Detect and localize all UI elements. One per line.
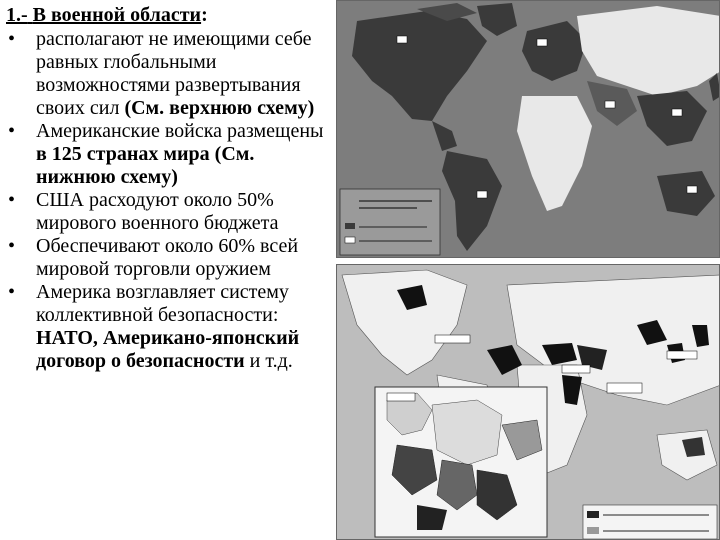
bullet-text: Американские войска размещены	[36, 120, 324, 142]
top-map-graphic	[337, 1, 720, 258]
bullet-list	[6, 28, 332, 373]
bullet-text: располагают не имеющими себе равных глобальными возможностями развертывания своих сил	[36, 28, 312, 119]
bullet-item	[6, 235, 332, 281]
bullet-dot: •	[8, 235, 16, 257]
bottom-map-graphic	[337, 265, 720, 540]
bullet-text: (См. верхнюю схему)	[124, 97, 315, 119]
bullet-dot: •	[8, 281, 16, 303]
bullet-text: в 125 странах мира (См. нижнюю схему)	[36, 143, 255, 188]
bullet-item	[6, 28, 332, 120]
bullet-dot: •	[8, 28, 16, 50]
bullet-item	[6, 281, 332, 373]
section-heading	[6, 4, 332, 27]
heading-title: В военной области	[32, 4, 202, 26]
bullet-text: НАТО, Американо-японский договор о безопасности	[36, 327, 300, 372]
bullet-text: Обеспечивают около 60% всей мировой торговли оружием	[36, 235, 299, 280]
bullet-text: США расходуют около 50% мирового военного бюджета	[36, 189, 279, 234]
bullet-dot: •	[8, 189, 16, 211]
bullet-dot: •	[8, 120, 16, 142]
text-column	[6, 4, 332, 536]
heading-colon: :	[201, 4, 208, 26]
bottom-world-map	[336, 264, 720, 540]
top-world-map	[336, 0, 720, 258]
heading-number: 1.-	[6, 4, 28, 26]
bullet-text: и т.д.	[244, 350, 293, 372]
bullet-item	[6, 120, 332, 189]
bullet-text: Америка возглавляет систему коллективной безопасности:	[36, 281, 289, 326]
bullet-item	[6, 189, 332, 235]
